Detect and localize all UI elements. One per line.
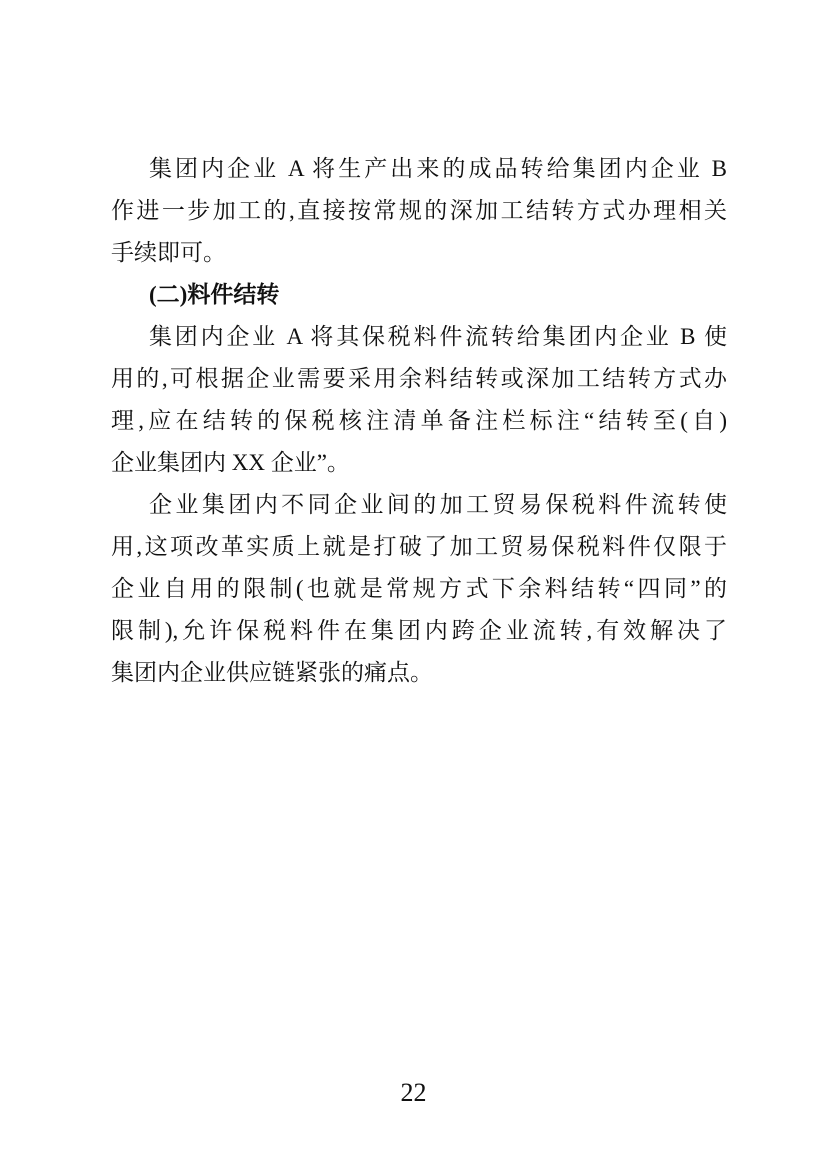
text-line: 集团内企业 A 将生产出来的成品转给集团内企业 B — [149, 156, 727, 181]
paragraph-material-transfer — [111, 316, 727, 484]
page-footer — [0, 1078, 827, 1108]
text-line: 用,这项改革实质上就是打破了加工贸易保税料件仅限于 — [111, 534, 727, 559]
paragraph-finished-goods-transfer — [111, 148, 727, 274]
text-line: 企业自用的限制(也就是常规方式下余料结转“四同”的 — [111, 576, 727, 601]
text-line: 理,应在结转的保税核注清单备注栏标注“结转至(自) — [111, 408, 727, 433]
document-body — [111, 148, 727, 694]
paragraph-reform-significance — [111, 484, 727, 694]
text-line: 手续即可。 — [111, 240, 226, 265]
page-number: 22 — [400, 1078, 427, 1107]
text-line: 集团内企业 A 将其保税料件流转给集团内企业 B 使 — [149, 324, 727, 349]
text-line: 企业集团内 XX 企业”。 — [111, 450, 350, 475]
section-heading-material-transfer: (二)料件结转 — [149, 282, 280, 307]
text-line: 企业集团内不同企业间的加工贸易保税料件流转使 — [149, 492, 727, 517]
text-line: 集团内企业供应链紧张的痛点。 — [111, 660, 433, 685]
text-line: 作进一步加工的,直接按常规的深加工结转方式办理相关 — [111, 198, 727, 223]
text-line: 用的,可根据企业需要采用余料结转或深加工结转方式办 — [111, 366, 727, 391]
text-line: 限制),允许保税料件在集团内跨企业流转,有效解决了 — [111, 618, 727, 643]
